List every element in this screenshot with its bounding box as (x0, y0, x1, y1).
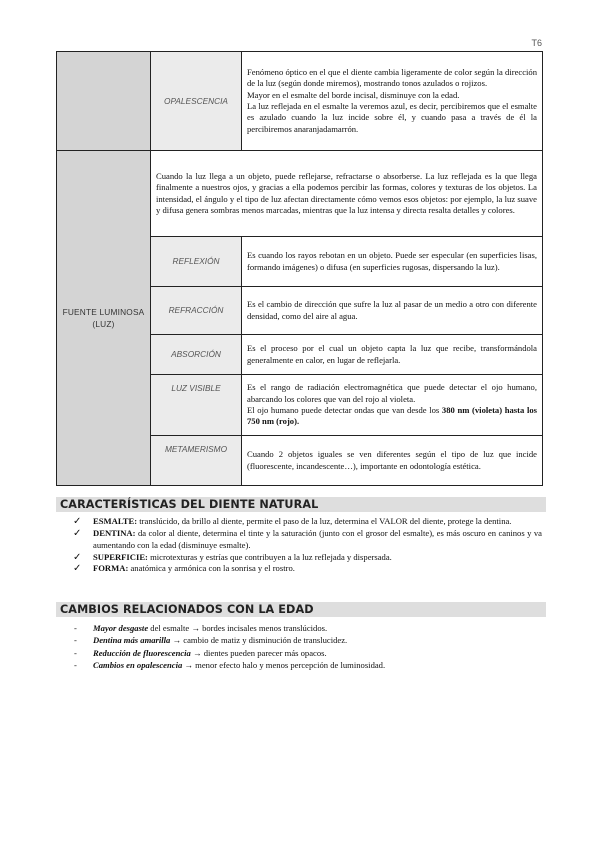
dash-bullet: - (74, 635, 77, 646)
opalescencia-line-2: Mayor en el esmalte del borde incisal, disminuye con la edad. (247, 89, 460, 100)
fuente-intro-text: Cuando la luz llega a un objeto, puede reflejarse, refractarse o absorberse. La luz reflejada es la que llega finalmente a nuestros ojos, y gracias a ella podemos percibir las formas, colores y texturas de los objetos. La intensidad, el ángulo y el tipo de luz afectan directamente cómo vemos esos objetos: por ejemplo, la luz suave y difusa genera sombras menos marcadas, mientras que la luz intensa y directa resalta detalles y colores. (151, 151, 543, 237)
section-heading-caracteristicas: CARACTERÍSTICAS DEL DIENTE NATURAL (56, 497, 546, 512)
luz-visible-line-2 (247, 405, 537, 428)
list-item-term: ESMALTE: (93, 516, 138, 526)
list-item-text: → cambio de matiz y disminución de translucidez. (170, 635, 348, 646)
check-icon: ✓ (73, 563, 82, 575)
dash-bullet: - (74, 623, 77, 633)
metamerismo-description: Cuando 2 objetos iguales se ven diferentes según el tipo de luz que incide (fluorescente, incandescente…), importante en odontología estética. (242, 436, 543, 486)
list-item-term: SUPERFICIE: (93, 551, 148, 562)
list-item-term: DENTINA: (93, 527, 136, 538)
table-row-fuente-intro (57, 151, 543, 237)
absorcion-description: Es el proceso por el cual un objeto capta la luz que recibe, transformándola generalmente en calor, en lugar de reflejarla. (242, 335, 543, 375)
absorcion-label: ABSORCIÓN (151, 335, 242, 375)
reflexion-label: REFLEXIÓN (151, 237, 242, 287)
section-heading-cambios-edad: CAMBIOS RELACIONADOS CON LA EDAD (56, 602, 546, 617)
opalescencia-description (242, 52, 543, 151)
refraccion-label: REFRACCIÓN (151, 287, 242, 335)
opalescencia-line-3: La luz reflejada en el esmalte la veremos azul, es decir, percibiremos que el esmalte es azulado cuando la luz incide sobre él, y cuando pasa a través de él la percibiremos anaranjadamarrón. (247, 101, 537, 134)
list-item-term: Dentina más amarilla (93, 635, 171, 646)
list-item-text: da color al diente, determina el tinte y la saturación (junto con el grosor del esmalte), es más oscuro en caninos y va aumentando con la edad (disminuye esmalte). (93, 527, 542, 550)
list-item (56, 659, 542, 671)
dash-bullet: - (74, 647, 77, 658)
list-item-term: Reducción de fluorescencia (93, 647, 191, 658)
check-icon: ✓ (73, 527, 82, 539)
list-item-term: Mayor desgaste (93, 623, 149, 633)
check-icon: ✓ (73, 551, 82, 563)
list-item-text: anatómica y armónica con la sonrisa y el rostro. (128, 563, 295, 574)
list-item (56, 647, 542, 659)
empty-category-cell (57, 52, 151, 151)
metamerismo-label: METAMERISMO (151, 436, 242, 486)
page-number: T6 (531, 38, 542, 48)
list-item (56, 634, 542, 646)
list-item (56, 528, 542, 552)
reflexion-description: Es cuando los rayos rebotan en un objeto. Puede ser especular (en superficies lisas, formando imágenes) o difusa (en superficies rugosas, dispersando la luz). (242, 237, 543, 287)
luz-visible-label: LUZ VISIBLE (151, 375, 242, 436)
list-item (56, 552, 542, 564)
list-item (56, 516, 542, 528)
dash-bullet: - (74, 660, 77, 671)
table-row-opalescencia (57, 52, 543, 151)
opalescencia-label: OPALESCENCIA (151, 52, 242, 151)
list-item-text: → dientes pueden parecer más opacos. (190, 647, 327, 658)
light-properties-table (56, 51, 543, 486)
list-item-text: translúcido, da brillo al diente, permite el paso de la luz, determina el VALOR del diente, protege la dentina. (137, 516, 512, 526)
cambios-edad-list (56, 622, 542, 672)
list-item-term: Cambios en opalescencia (93, 660, 183, 671)
list-item-term: FORMA: (93, 563, 129, 574)
refraccion-description: Es el cambio de dirección que sufre la luz al pasar de un medio a otro con diferente densidad, como del aire al agua. (242, 287, 543, 335)
luz-visible-range: 380 nm (violeta) hasta los 750 nm (rojo). (247, 405, 537, 427)
check-icon: ✓ (73, 516, 82, 527)
fuente-luminosa-label: FUENTE LUMINOSA (LUZ) (57, 151, 151, 486)
list-item-text: microtexturas y estrías que contribuyen a la luz reflejada y dispersada. (147, 551, 392, 562)
list-item-text: → menor efecto halo y menos percepción de luminosidad. (182, 660, 386, 671)
luz-visible-description (242, 375, 543, 436)
list-item (56, 622, 542, 634)
caracteristicas-list (56, 516, 542, 575)
list-item-text: del esmalte → bordes incisales menos translúcidos. (148, 623, 328, 633)
opalescencia-line-1: Fenómeno óptico en el que el diente cambia ligeramente de color según la dirección de la luz (según donde miremos), mostrando tonos azulados o rojizos. (247, 66, 537, 89)
luz-visible-line-1: Es el rango de radiación electromagnética que puede detectar el ojo humano, abarcando los colores que van del rojo al violeta. (247, 382, 537, 404)
list-item (56, 563, 542, 575)
luz-visible-line-2-pre: El ojo humano puede detectar ondas que van desde los (247, 405, 442, 415)
